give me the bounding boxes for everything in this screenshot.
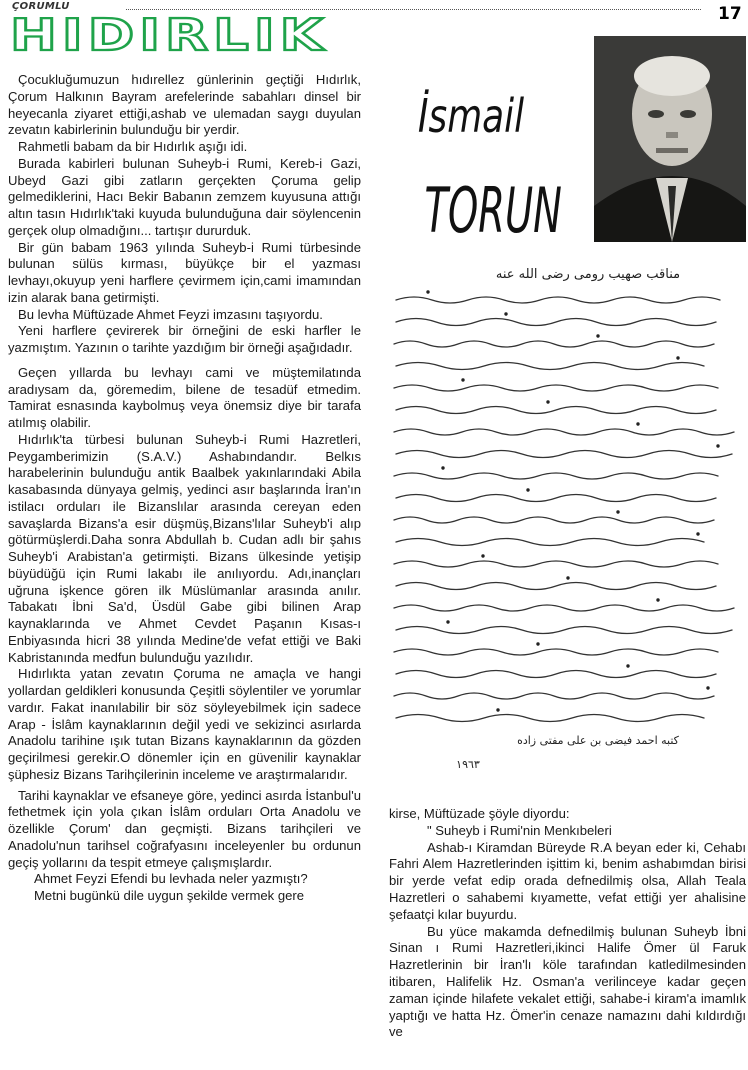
paragraph: Ashab-ı Kiramdan Büreyde R.A beyan eder ki, Cehabı Fahri Alem Hazretlerinden işittim ki, benim ashabımdan birisi bir yerde vefat edip orada defnedilmiş olsa, Allah Teala Hazretleri o sahabemi kıyamette, vefat ettiği yer ahalisine şefaatçi kılar buyurdu. (389, 839, 746, 922)
paragraph: Hıdırlık'ta türbesi bulunan Suheyb-i Rumi Hazretleri, Peygamberimizin (S.A.V.) Ashabındandır. Belkıs harabelerinin bulunduğu antik Baalbek yakınlarındaki Abila kasabasında dünyaya gelmiş, yedinci asır başlarında İran'ın istilacı orduları ile Bizanslılar arasında cereyan eden savaşlarda Bizans'a esir düşmüş,Bizans'lılar Suheyb'i alıp götürmüşlerdi.Daha sonra Abdullah b. Cudan adlı bir şahıs Suheyb'i Arabistan'a getirmişti. Bizans ülkesinde yetişip büyüdüğü için Rumi lakabı ile anılıyordu. Adı,inançları uğruna işkence gören ilk Müslümanlar arasında anılır. Tabakatı İbni Sa'd, Üsdül Gabe gibi bilinen Arap kaynaklarında ve Ahmet Cevdet Paşanın Kısas-ı Enbiyasında hicri 38 yılında Medine'de vefat ettiği ve Baki Kabristanında medfun bulunduğu yazılıdır. (8, 431, 361, 665)
paragraph: Bu levha Müftüzade Ahmet Feyzi imzasını taşıyordu. (18, 306, 323, 322)
author-name (396, 89, 562, 247)
article-title: HIDIRLIK (10, 10, 329, 61)
paragraph: Burada kabirleri bulunan Suheyb-i Rumi, Kereb-i Gazi, Ubeyd Gazi gibi zatların gerçekten Çoruma gelip gelmediklerini, Hacı Bekir Babanın zemzem kuyusuna attığı altın tasın Hıdırlık'taki kuyuda bulunduğuna dair söylencenin gerçek olup olmadığını... tartışır dururduk. (8, 155, 361, 238)
page-number: 17 (718, 4, 742, 24)
author-portrait-photo (594, 36, 746, 242)
paragraph: Bu yüce makamda defnedilmiş bulunan Suheyb İbni Sinan ı Rumi Hazretleri,ikinci Halife Ömer ül Faruk Hazretlerinin bir İran'lı köle tarafından katledilmesinden itibaren, Halifelik Hz. Osman'a verilinceye kadar geçen zaman içinde hilafete vekalet ettiği, sahabe-i kiram'a imamlık yaptığı ve hatta Hz. Ömer'in cenaze namazını dahi kıldırdığı ve (389, 923, 746, 1040)
paragraph: Yeni harflere çevirerek bir örneğini de eski harfler le yazmıştım. Yazının o tarihte yazdığım bir örneği aşağıdadır. (8, 323, 361, 355)
paragraph: Geçen yıllarda bu levhayı cami ve müştemilatında aradıysam da, göremedim, bilene de tesadüf etmedim. Tamirat esnasında kaybolmuş veya önemsiz diye bir tarafa atılmış olabilir. (8, 364, 361, 430)
portrait-icon (594, 36, 746, 242)
right-column (389, 806, 746, 1041)
paragraph: Tarihi kaynaklar ve efsaneye göre, yedinci asırda İstanbul'u fethetmek için yola çıkan İslâm orduları Orta Anadolu ve özellikle Çorum' dan geçmişti. Bizans tarihçileri ve Anadolu'nun tarihsel coğrafyasını inceleyenler bu ordunun geçiş yollarını da tespit etmeye çalışmışlardır. (8, 787, 361, 870)
masthead-brand: ÇORUMLU (12, 1, 70, 12)
manuscript-heading: مناقب صهيب رومی رضی الله عنه (495, 267, 681, 282)
author-last-name: TORUN (424, 174, 562, 247)
paragraph: Metni bugünkü dile uygun şekilde vermek gere (34, 888, 305, 903)
paragraph: Bir gün babam 1963 yılında Suheyb-i Rumi türbesinde bulunan sülüs kırması, büyükçe bir el yazması levhayı,okuyup yeni harflere çevirmem için,cami imamından izin alarak bana getirmişti. (8, 239, 361, 305)
paragraph: Çocukluğumuzun hıdırellez günlerinin geçtiği Hıdırlık, Çorum Halkının Bayram arefelerinde sabahları dinsel bir heyecanla ziyaret ettiği,ashab ve ulemadan saygı duyulan zevatın kabirlerinin bulunduğu bir yerdir. (8, 72, 361, 138)
manuscript-icon (388, 262, 746, 776)
manuscript-closing: کتبه احمد فیضی بن علی مفتی زاده (517, 734, 679, 747)
author-first-name: İsmail (417, 89, 525, 143)
paragraph: kirse, Müftüzade şöyle diyordu: (389, 806, 570, 821)
left-column (8, 72, 361, 905)
paragraph: Rahmetli babam da bir Hıdırlık aşığı idi. (18, 139, 248, 154)
paragraph: " Suheyb i Rumi'nin Menkıbeleri (427, 822, 612, 838)
handwritten-manuscript-image (388, 262, 746, 776)
manuscript-date: ١٩٦٣ (456, 758, 480, 771)
paragraph: Ahmet Feyzi Efendi bu levhada neler yazmıştı? (34, 871, 308, 887)
paragraph: Hıdırlıkta yatan zevatın Çoruma ne amaçla ve hangi yollardan geldikleri konusunda Çeşitli söylentiler ve yorumlar vardır. Fakat inanılabilir bir söz söyleyebilmek için sadece Arap - İslâm kaynaklarının değil yedi ve sekizinci asırlarda Anadolu tarihine ışık tutan Bizans kaynaklarının da gözden geçirilmesi gerekir.O dönemler için en güvenilir kaynaklar şüphesiz Bizans Tarihçilerinin inceleme ve araştırmalarıdır. (8, 666, 361, 782)
